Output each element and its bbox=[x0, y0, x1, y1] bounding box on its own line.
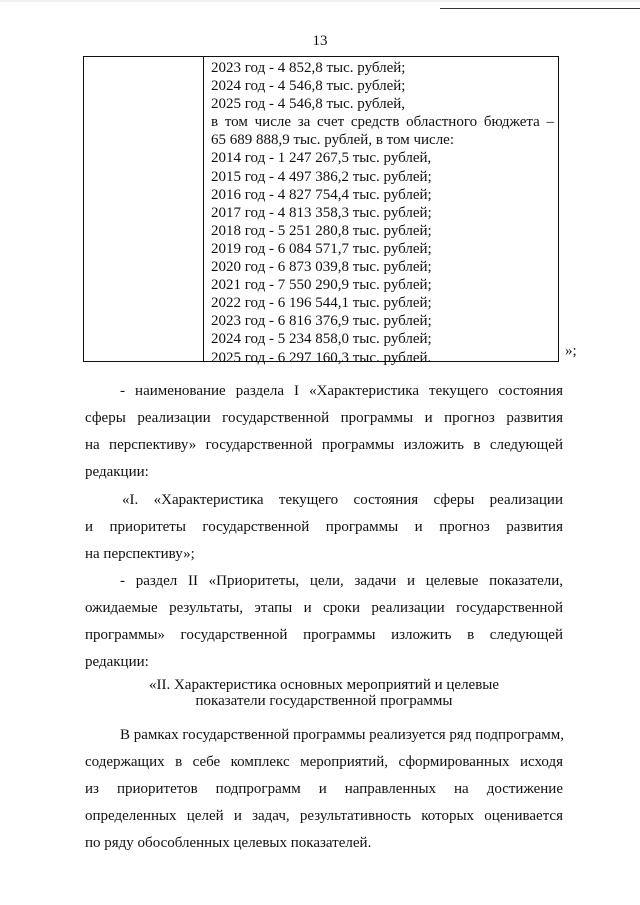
scan-top-edge bbox=[0, 0, 640, 6]
table-line: 2023 год - 4 852,8 тыс. рублей; bbox=[211, 60, 406, 76]
section-heading-line: показатели государственной программы bbox=[195, 693, 453, 709]
section-heading bbox=[85, 677, 563, 709]
paragraph-line: ожидаемые результаты, этапы и сроки реализации государственной bbox=[85, 600, 563, 616]
table-line: 2018 год - 5 251 280,8 тыс. рублей; bbox=[211, 222, 432, 239]
body-paragraph bbox=[85, 722, 563, 857]
table-line: 2020 год - 6 873 039,8 тыс. рублей; bbox=[211, 259, 432, 276]
table-line: 2024 год - 4 546,8 тыс. рублей; bbox=[211, 78, 406, 95]
section-heading-line: «II. Характеристика основных мероприятий и целевые bbox=[148, 677, 500, 693]
paragraph-line: содержащих в себе комплекс мероприятий, сформированных исходя bbox=[85, 754, 563, 770]
table-line: 2017 год - 4 813 358,3 тыс. рублей; bbox=[211, 204, 432, 221]
paragraph-line: сферы реализации государственной программы и прогноз развития bbox=[85, 410, 563, 426]
paragraph-line: из приоритетов подпрограмм и направленных на достижение bbox=[85, 781, 563, 797]
paragraph-section-2-rename bbox=[85, 568, 563, 676]
page-number: 13 bbox=[312, 33, 328, 49]
paragraph-line: - раздел II «Приоритеты, цели, задачи и целевые показатели, bbox=[120, 573, 563, 589]
funding-table bbox=[83, 56, 559, 366]
paragraph-line: редакции: bbox=[85, 464, 149, 480]
paragraph-line: на перспективу» государственной программы изложить в следующей bbox=[85, 437, 563, 453]
paragraph-line: и приоритеты государственной программы и прогноз развития bbox=[85, 519, 563, 535]
paragraph-line: определенных целей и задач, результативность которых оценивается bbox=[85, 808, 563, 824]
paragraph-line: - наименование раздела I «Характеристика текущего состояния bbox=[120, 383, 563, 399]
table-line: 2025 год - 6 297 160,3 тыс. рублей. bbox=[211, 349, 432, 366]
table-line: 2025 год - 4 546,8 тыс. рублей, bbox=[211, 96, 406, 113]
table-column-divider bbox=[203, 57, 204, 361]
paragraph-line: редакции: bbox=[85, 654, 149, 670]
table-line: 2023 год - 6 816 376,9 тыс. рублей; bbox=[211, 313, 432, 330]
paragraph-line: В рамках государственной программы реализуется ряд подпрограмм, bbox=[120, 727, 565, 743]
table-line: 65 689 888,9 тыс. рублей, в том числе: bbox=[211, 132, 455, 149]
table-line: 2024 год - 5 234 858,0 тыс. рублей; bbox=[211, 331, 432, 348]
funding-table-cell bbox=[211, 59, 554, 367]
table-line: 2019 год - 6 084 571,7 тыс. рублей; bbox=[211, 240, 432, 257]
paragraph-line: «I. «Характеристика текущего состояния сферы реализации bbox=[122, 492, 563, 508]
paragraph-line: программы» государственной программы изложить в следующей bbox=[85, 627, 563, 643]
paragraph-section-1-title bbox=[85, 487, 563, 568]
paragraph-line: по ряду обособленных целевых показателей. bbox=[85, 835, 372, 851]
paragraph-line: на перспективу»; bbox=[85, 546, 195, 562]
table-closing-mark: »; bbox=[565, 343, 577, 359]
table-line: 2016 год - 4 827 754,4 тыс. рублей; bbox=[211, 186, 432, 203]
table-line: в том числе за счет средств областного бюджета – bbox=[211, 114, 554, 131]
table-line: 2014 год - 1 247 267,5 тыс. рублей, bbox=[211, 150, 432, 167]
scan-top-line bbox=[440, 8, 640, 9]
table-line: 2021 год - 7 550 290,9 тыс. рублей; bbox=[211, 277, 432, 294]
table-line: 2015 год - 4 497 386,2 тыс. рублей; bbox=[211, 168, 432, 185]
table-line: 2022 год - 6 196 544,1 тыс. рублей; bbox=[211, 295, 432, 312]
paragraph-section-1-rename bbox=[85, 378, 563, 486]
